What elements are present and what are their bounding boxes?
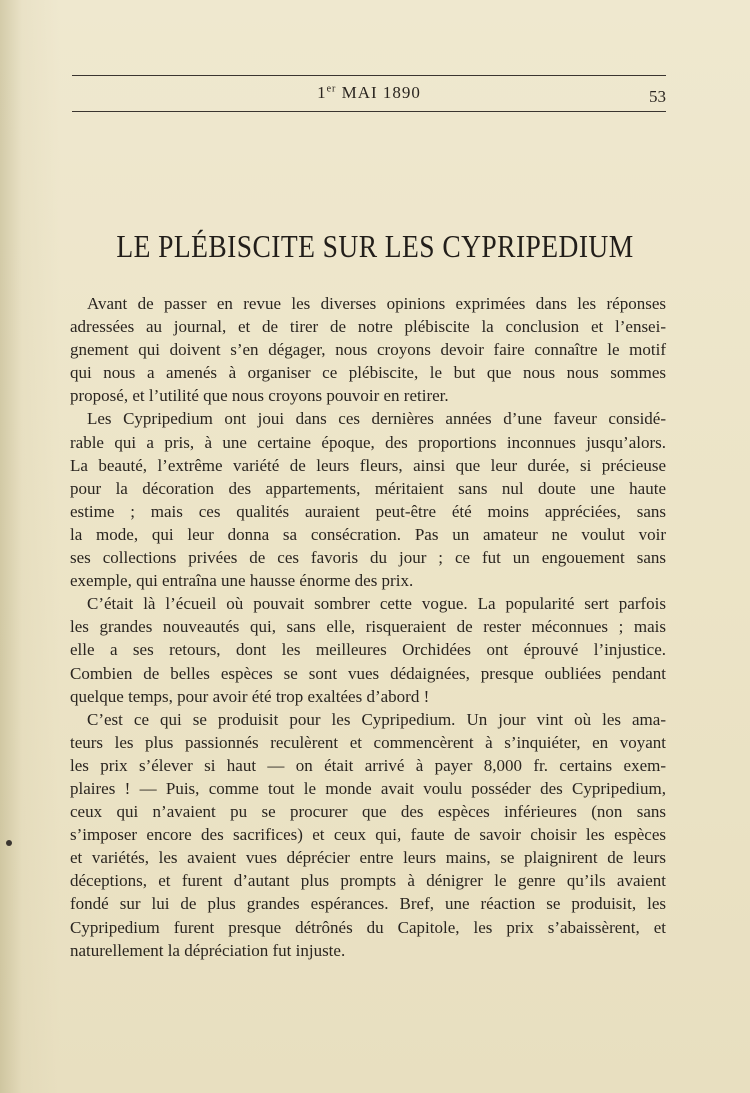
text-line: quelque temps, pour avoir été trop exaltées d’abord ! xyxy=(70,686,430,706)
text-line: C’était là l’écueil où pouvait sombrer cette vogue. La popularité sert parfois xyxy=(87,594,666,614)
ink-speck xyxy=(6,840,12,846)
text-line: Avant de passer en revue les diverses opinions exprimées dans les réponses xyxy=(87,294,666,313)
text-line: qui nous a amenés à organiser ce plébiscite, le but que nous nous sommes xyxy=(70,363,666,383)
date-month-year: MAI 1890 xyxy=(336,83,421,102)
text-line: C’est ce qui se produisit pour les Cypripedium. Un jour vint où les ama- xyxy=(87,709,666,729)
text-line: pour la décoration des appartements, méritaient sans nul doute une haute xyxy=(70,478,666,498)
text-line: la mode, qui leur donna sa consécration. Pas un amateur ne voulut voir xyxy=(70,524,666,544)
running-head xyxy=(72,83,666,107)
text-line: ses collections privées de ces favoris du jour ; ce fut un engouement sans xyxy=(70,548,666,568)
article-title: LE PLÉBISCITE SUR LES CYPRIPEDIUM xyxy=(116,228,634,264)
date-ordinal: er xyxy=(326,83,337,95)
text-line: déceptions, et furent d’autant plus prompts à dénigrer le genre qu’ils avaient xyxy=(70,871,666,891)
text-line: La beauté, l’extrême variété de leurs fleurs, ainsi que leur durée, si précieuse xyxy=(70,455,666,475)
text-line: Combien de belles espèces se sont vues dédaignées, presque oubliées pendant xyxy=(70,663,666,683)
date-day: 1 xyxy=(317,83,327,102)
text-line: adressées au journal, et de tirer de notre plébiscite la conclusion et l’ensei- xyxy=(70,317,666,337)
text-line: gnement qui doivent s’en dégager, nous croyons devoir faire connaître le motif xyxy=(70,340,666,360)
text-line: rable qui a pris, à une certaine époque, des proportions inconnues jusqu’alors. xyxy=(70,432,666,452)
text-line: teurs les plus passionnés reculèrent et commencèrent à s’inquiéter, en voyant xyxy=(70,732,666,752)
text-line: s’imposer encore des sacrifices) et ceux qui, faute de savoir choisir les espèces xyxy=(70,825,666,845)
text-line: et variétés, les avaient vues déprécier entre leurs mains, se plaignirent de leurs xyxy=(70,848,666,868)
article-body xyxy=(70,292,666,962)
text-line: ceux qui n’avaient pu se procurer que des espèces inférieures (non sans xyxy=(70,802,666,822)
text-line: elle a ses retours, dont les meilleures Orchidées ont éprouvé l’injustice. xyxy=(70,640,666,660)
text-line: plaires ! — Puis, comme tout le monde avait voulu posséder des Cypripedium, xyxy=(70,778,666,798)
text-line: les grandes nouveautés qui, sans elle, risqueraient de rester méconnues ; mais xyxy=(70,617,666,637)
text-line: Cypripedium furent presque détrônés du Capitole, les prix s’abaissèrent, et xyxy=(70,917,666,937)
header-rule-bottom xyxy=(72,111,666,112)
issue-date xyxy=(72,83,666,103)
text-line: naturellement la dépréciation fut injuste. xyxy=(70,940,346,960)
header-rule-top xyxy=(72,75,666,76)
text-line: proposé, et l’utilité que nous croyons pouvoir en retirer. xyxy=(70,386,449,406)
text-line: exemple, qui entraîna une hausse énorme des prix. xyxy=(70,571,414,591)
text-line: estime ; mais ces qualités auraient peut-être été moins appréciées, sans xyxy=(70,501,666,521)
text-line: fondé sur lui de plus grandes espérances. Bref, une réaction se produisit, les xyxy=(70,894,666,914)
page-number: 53 xyxy=(649,87,666,106)
text-line: les prix s’élever si haut — on était arrivé à payer 8,000 fr. certains exem- xyxy=(70,755,666,775)
text-line: Les Cypripedium ont joui dans ces dernières années d’une faveur considé- xyxy=(87,409,666,429)
